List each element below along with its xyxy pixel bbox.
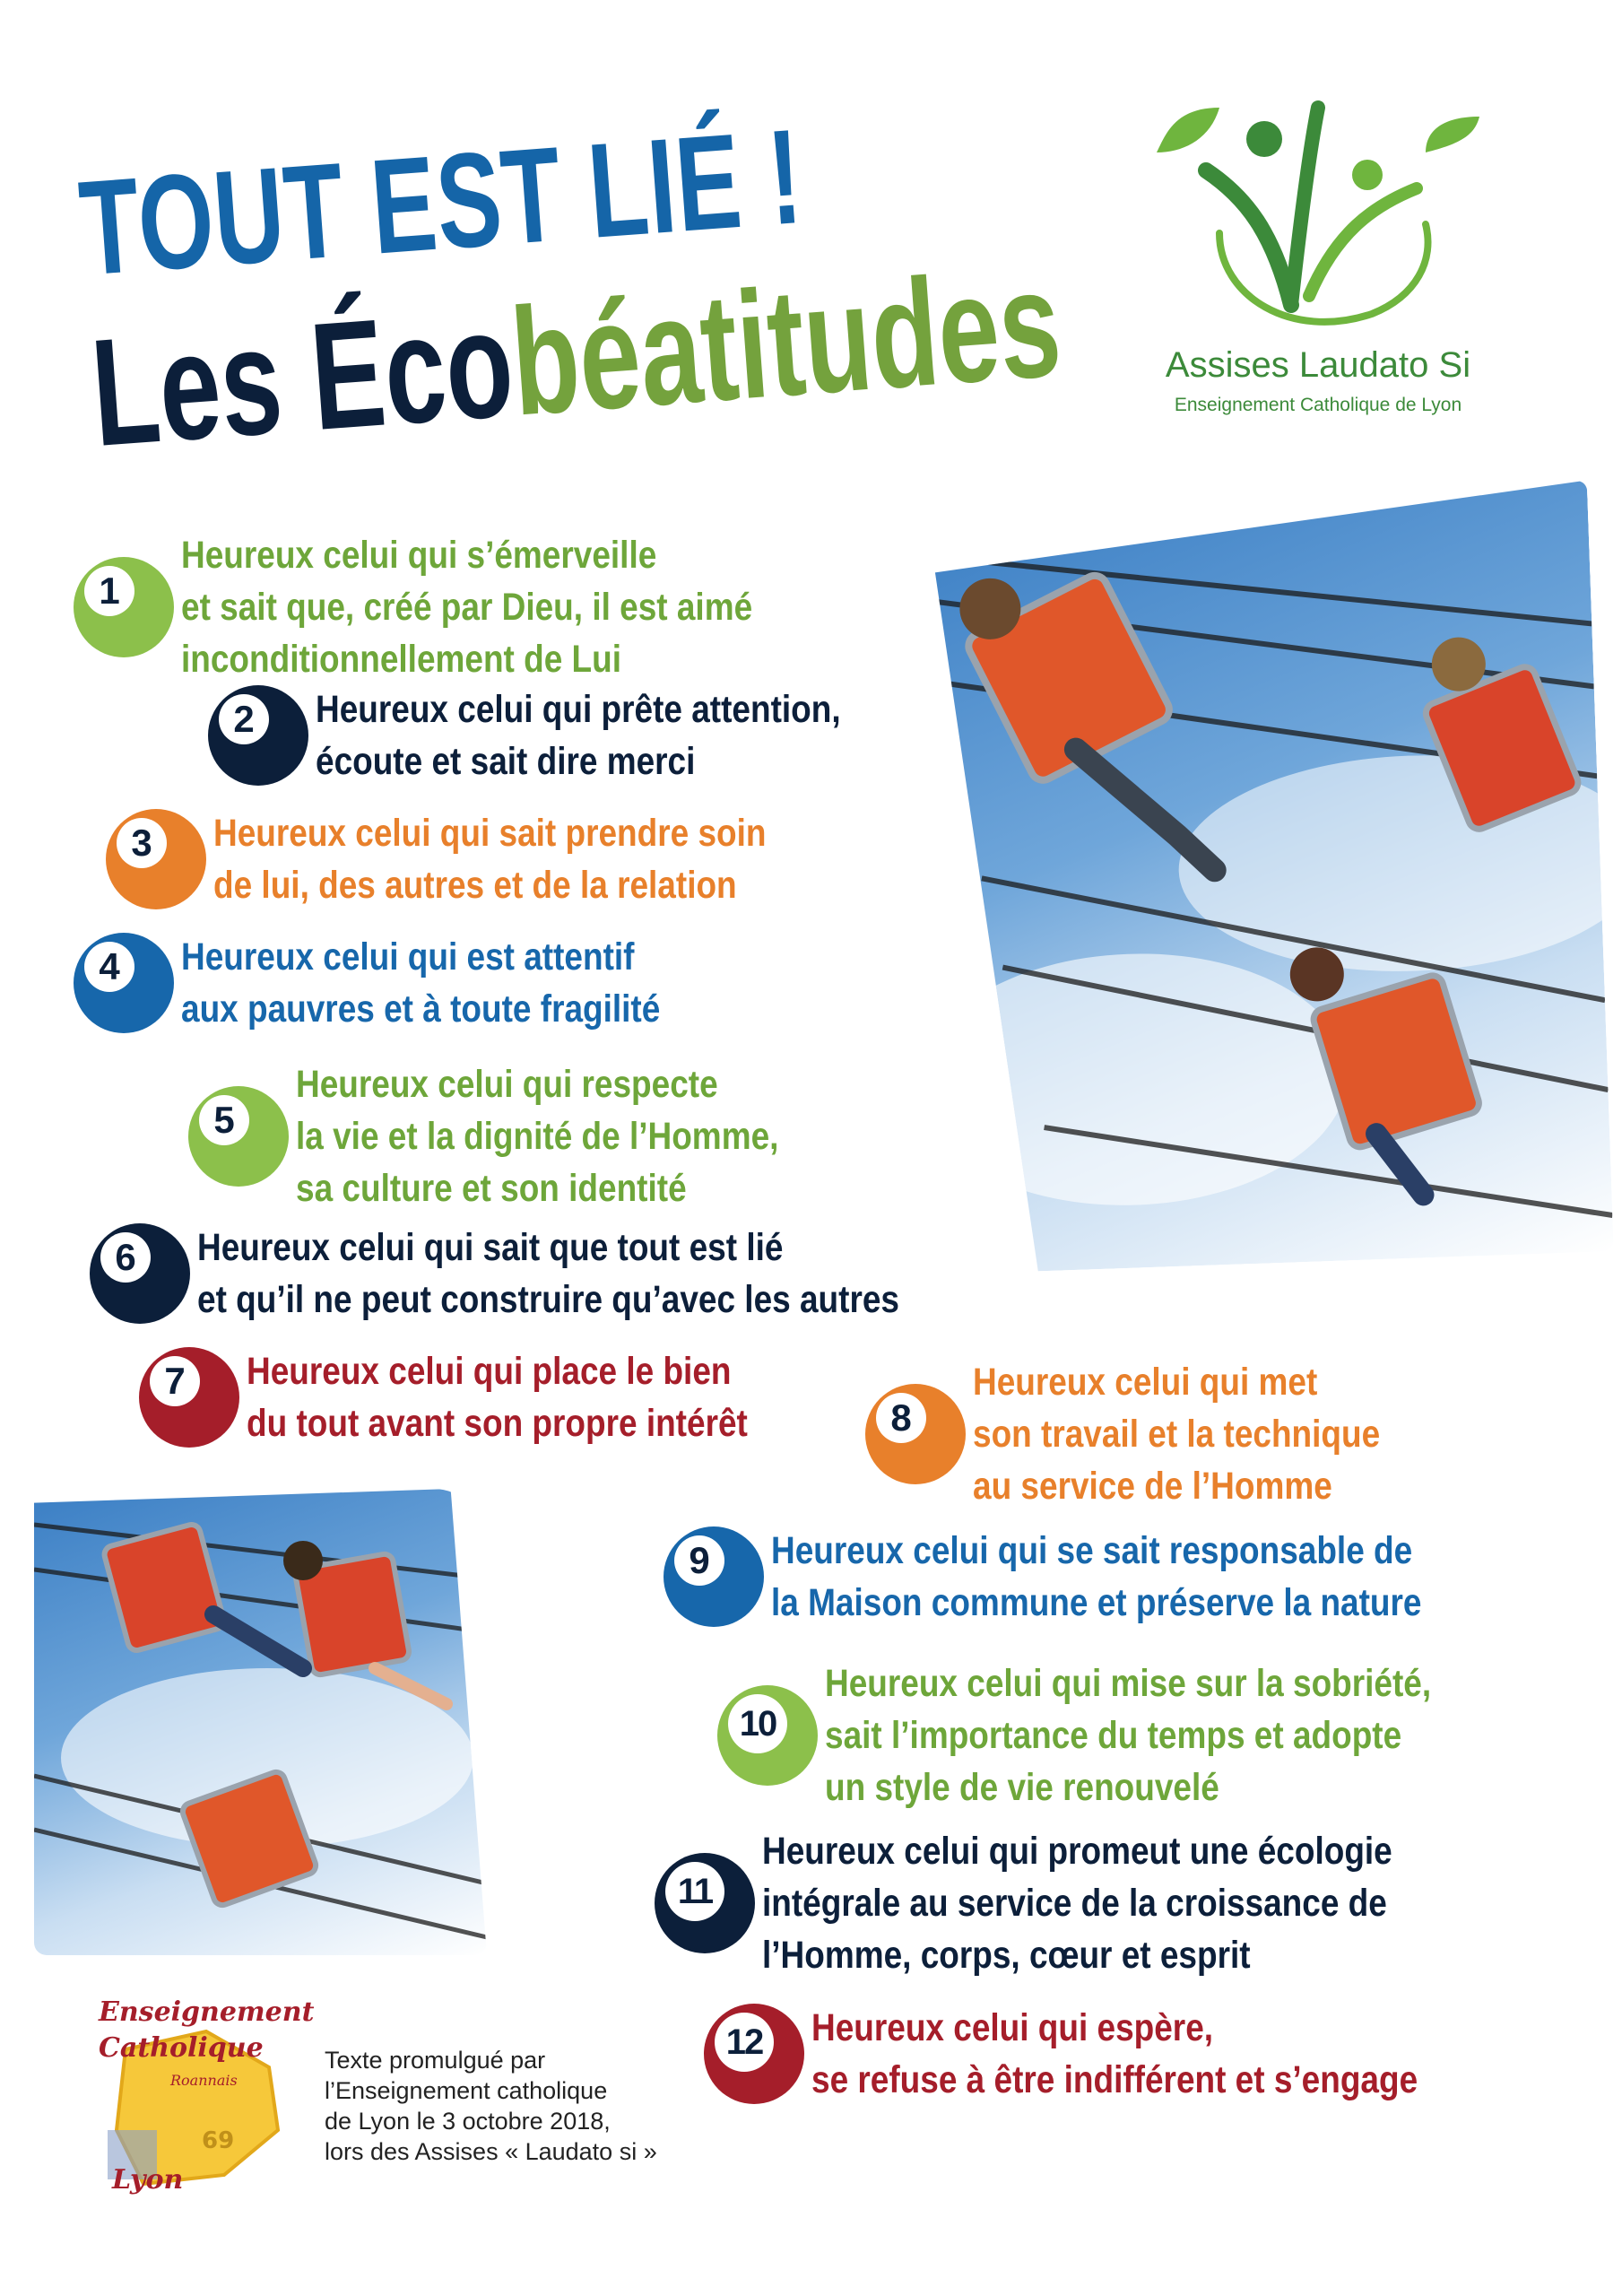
text-line: Heureux celui qui respecte — [296, 1063, 718, 1106]
badge-number: 2 — [219, 694, 269, 744]
text-line: Heureux celui qui prête attention, — [316, 688, 841, 731]
beatitude-2 — [208, 683, 926, 787]
footer-logo-line-5: 69 — [202, 2127, 235, 2154]
beatitude-text — [197, 1222, 899, 1326]
logo-name: Assises Laudato Si — [1165, 345, 1471, 385]
text-line: Heureux celui qui met — [973, 1361, 1318, 1404]
number-badge-12 — [704, 2004, 804, 2104]
beatitude-text — [762, 1825, 1392, 1981]
text-line: Heureux celui qui s’émerveille — [181, 534, 657, 577]
beatitude-12 — [704, 2002, 1516, 2106]
badge-number: 3 — [117, 818, 167, 868]
badge-number: 7 — [150, 1356, 200, 1406]
text-line: de lui, des autres et de la relation — [213, 864, 737, 907]
beatitude-9 — [664, 1525, 1528, 1629]
enseignement-catholique-lyon-logo — [90, 1996, 314, 2197]
beatitude-text — [181, 931, 660, 1035]
beatitude-text — [811, 2002, 1418, 2106]
diocese-map-icon — [90, 1996, 314, 2197]
title-beatitudes: béatitudes — [506, 238, 1066, 448]
text-line: au service de l’Homme — [973, 1465, 1332, 1508]
text-line: Heureux celui qui sait prendre soin — [213, 812, 767, 855]
laudato-si-logo — [1139, 99, 1497, 422]
text-line: aux pauvres et à toute fragilité — [181, 987, 661, 1031]
swing-ride-photo-top — [932, 481, 1614, 1274]
text-line: du tout avant son propre intérêt — [247, 1402, 748, 1445]
text-line: écoute et sait dire merci — [316, 740, 696, 783]
text-line: son travail et la technique — [973, 1413, 1381, 1456]
beatitude-11 — [655, 1825, 1495, 1981]
title-eco: Les Éco — [86, 278, 519, 479]
beatitude-text — [316, 683, 841, 787]
text-line: Heureux celui qui place le bien — [247, 1350, 732, 1393]
text-line: se refuse à être indifférent et s’engage — [811, 2058, 1418, 2101]
text-line: Heureux celui qui promeut une écologie — [762, 1830, 1392, 1873]
text-line: intégrale au service de la croissance de — [762, 1882, 1387, 1925]
text-line: Heureux celui qui espère, — [811, 2006, 1214, 2049]
number-badge-7 — [139, 1347, 239, 1448]
beatitude-text — [213, 807, 766, 911]
badge-number: 5 — [199, 1095, 249, 1145]
number-badge-4 — [74, 933, 174, 1033]
text-line: Heureux celui qui est attentif — [181, 935, 635, 978]
number-badge-8 — [865, 1384, 966, 1484]
beatitude-5 — [188, 1058, 857, 1214]
footer-logo-line-4: Lyon — [112, 2164, 184, 2196]
beatitude-text — [771, 1525, 1421, 1629]
text-line: Heureux celui qui sait que tout est lié — [197, 1226, 784, 1269]
footer-logo-line-3: Roannais — [170, 2072, 238, 2089]
beatitude-10 — [717, 1657, 1530, 1813]
number-badge-11 — [655, 1853, 755, 1953]
badge-number: 9 — [674, 1535, 724, 1586]
badge-number: 4 — [84, 942, 134, 992]
promulgation-note — [325, 2045, 657, 2167]
beatitude-text — [296, 1058, 778, 1214]
badge-number: 1 — [84, 566, 134, 616]
beatitude-4 — [74, 931, 738, 1035]
footer-text-line: l’Enseignement catholique — [325, 2077, 608, 2104]
number-badge-6 — [90, 1223, 190, 1324]
badge-number: 11 — [665, 1862, 724, 1921]
beatitude-8 — [865, 1356, 1446, 1512]
beatitude-6 — [90, 1222, 1013, 1326]
text-line: et qu’il ne peut construire qu’avec les autres — [197, 1278, 899, 1321]
footer-logo-line-2: Catholique — [99, 2032, 264, 2064]
footer-text-line: de Lyon le 3 octobre 2018, — [325, 2108, 611, 2135]
badge-number: 8 — [876, 1393, 926, 1443]
text-line: la Maison commune et préserve la nature — [771, 1581, 1422, 1624]
poster-title — [74, 57, 1157, 510]
footer-text-line: lors des Assises « Laudato si » — [325, 2138, 657, 2165]
badge-number: 6 — [100, 1232, 151, 1283]
text-line: un style de vie renouvelé — [825, 1766, 1219, 1809]
swing-ride-photo-bottom — [34, 1489, 487, 1955]
people-leaves-icon — [1157, 99, 1479, 341]
text-line: sait l’importance du temps et adopte — [825, 1714, 1402, 1757]
number-badge-5 — [188, 1086, 289, 1187]
badge-number: 12 — [715, 2013, 774, 2072]
footer-text-line: Texte promulgué par — [325, 2047, 546, 2074]
logo-subtitle: Enseignement Catholique de Lyon — [1174, 395, 1462, 415]
title-line-1: TOUT EST LIÉ ! — [74, 100, 807, 304]
text-line: la vie et la dignité de l’Homme, — [296, 1115, 779, 1158]
text-line: sa culture et son identité — [296, 1167, 687, 1210]
swing-ride-illustration-2 — [34, 1489, 487, 1955]
beatitude-text — [181, 529, 752, 685]
number-badge-9 — [664, 1526, 764, 1627]
beatitude-text — [247, 1345, 748, 1449]
badge-number: 10 — [728, 1694, 787, 1753]
number-badge-1 — [74, 557, 174, 657]
beatitude-7 — [139, 1345, 829, 1449]
beatitude-text — [825, 1657, 1431, 1813]
number-badge-2 — [208, 685, 308, 786]
beatitude-3 — [106, 807, 856, 911]
number-badge-10 — [717, 1685, 818, 1786]
text-line: inconditionnellement de Lui — [181, 638, 622, 681]
text-line: l’Homme, corps, cœur et esprit — [762, 1934, 1251, 1977]
swing-ride-illustration — [932, 481, 1614, 1274]
text-line: et sait que, créé par Dieu, il est aimé — [181, 586, 753, 629]
beatitude-text — [973, 1356, 1380, 1512]
footer-logo-line-1: Enseignement — [99, 1996, 314, 2028]
text-line: Heureux celui qui mise sur la sobriété, — [825, 1662, 1432, 1705]
number-badge-3 — [106, 809, 206, 909]
beatitude-1 — [74, 529, 846, 685]
text-line: Heureux celui qui se sait responsable de — [771, 1529, 1413, 1572]
